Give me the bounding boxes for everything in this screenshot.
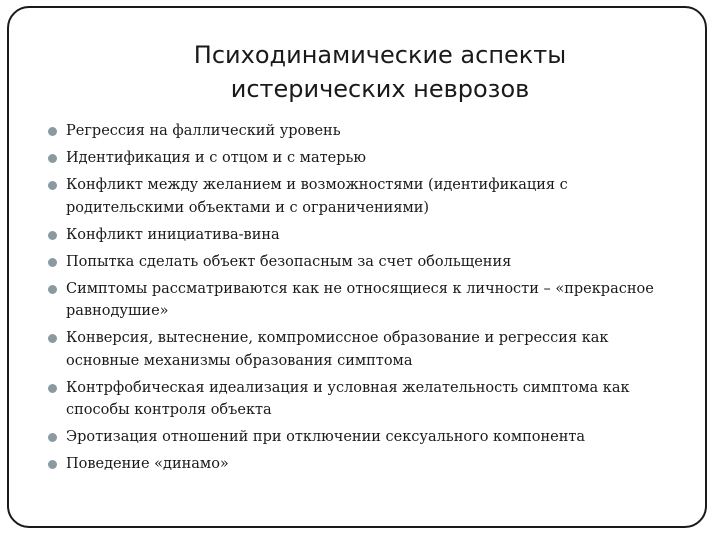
- list-item: [48, 147, 668, 170]
- list-item-text: Регрессия на фаллический уровень: [66, 123, 341, 139]
- list-item: [48, 174, 668, 219]
- bullet-dot-icon: [48, 258, 57, 267]
- list-item: [48, 327, 668, 372]
- list-item-text: Конфликт инициатива-вина: [66, 226, 280, 243]
- list-item-text: Поведение «динамо»: [66, 456, 229, 472]
- list-item-text: Конфликт между желанием и возможностями (идентификация с родительскими объектами и с ограничениями): [66, 177, 568, 216]
- list-item-text: Эротизация отношений при отключении сексуального компонента: [66, 429, 586, 445]
- bullet-dot-icon: [48, 154, 57, 163]
- list-item: [48, 453, 668, 476]
- list-item: [48, 278, 668, 323]
- list-item: [48, 251, 668, 274]
- slide-title: [60, 38, 700, 106]
- slide-title-line-1: Психодинамические аспекты: [193, 41, 567, 69]
- bullet-dot-icon: [48, 127, 57, 136]
- bullet-dot-icon: [48, 384, 57, 393]
- list-item: [48, 377, 668, 422]
- list-item: [48, 426, 668, 449]
- list-item: [48, 224, 668, 247]
- bullet-dot-icon: [48, 285, 57, 294]
- list-item-text: Симптомы рассматриваются как не относящиеся к личности – «прекрасное равнодушие»: [66, 280, 654, 319]
- list-item-text: Попытка сделать объект безопасным за счет обольщения: [66, 253, 512, 270]
- bullet-dot-icon: [48, 460, 57, 469]
- list-item-text: Идентификация и с отцом и с матерью: [66, 150, 366, 166]
- list-item-text: Контрфобическая идеализация и условная желательность симптома как способы контроля объекта: [66, 379, 630, 418]
- bullet-list: [48, 120, 668, 480]
- list-item: [48, 120, 668, 143]
- bullet-dot-icon: [48, 433, 57, 442]
- slide-title-line-2: истерических неврозов: [230, 75, 530, 103]
- bullet-dot-icon: [48, 334, 57, 343]
- bullet-dot-icon: [48, 181, 57, 190]
- list-item-text: Конверсия, вытеснение, компромиссное образование и регрессия как основные механизмы образования симптома: [66, 330, 609, 369]
- bullet-dot-icon: [48, 231, 57, 240]
